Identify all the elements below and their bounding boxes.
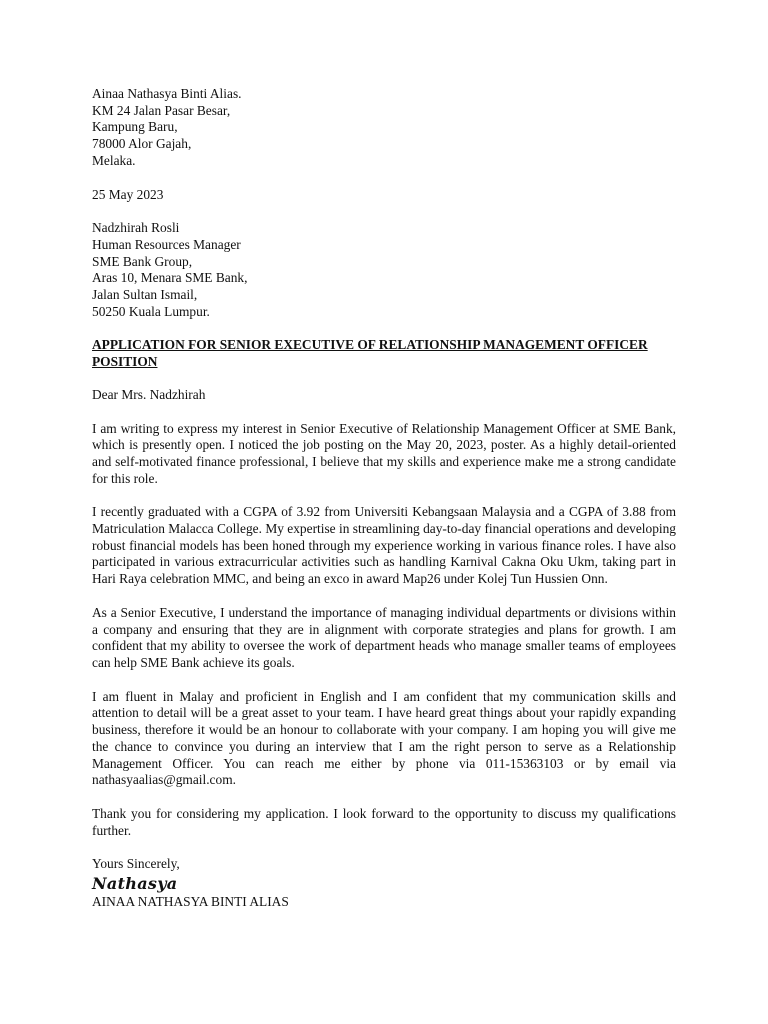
recipient-address-line: Aras 10, Menara SME Bank, <box>92 270 248 286</box>
recipient-address <box>92 220 676 320</box>
body-paragraph: Thank you for considering my application. I look forward to the opportunity to discuss my qualifications further. <box>92 805 676 838</box>
subject-heading: APPLICATION FOR SENIOR EXECUTIVE OF RELATIONSHIP MANAGEMENT OFFICER POSITION <box>92 337 648 370</box>
salutation: Dear Mrs. Nadzhirah <box>92 386 206 402</box>
sender-address-line: Melaka. <box>92 152 136 168</box>
sender-address-line: 78000 Alor Gajah, <box>92 136 192 152</box>
handwritten-signature: Nathasya <box>92 874 178 894</box>
letter-date <box>92 187 676 204</box>
recipient-address-line: Jalan Sultan Ismail, <box>92 287 198 303</box>
sender-address-line: KM 24 Jalan Pasar Besar, <box>92 102 231 118</box>
sender-address <box>92 86 676 170</box>
recipient-title: Human Resources Manager <box>92 236 241 252</box>
body-paragraph: I am writing to express my interest in Senior Executive of Relationship Management Officer at SME Bank, which is presently open. I noticed the job posting on the May 20, 2023, poster. As a highly detail-oriented and self-motivated finance professional, I believe that my skills and experience make me a strong candidate for this role. <box>92 420 676 486</box>
signature-block <box>92 856 676 910</box>
signed-name: AINAA NATHASYA BINTI ALIAS <box>92 894 289 910</box>
cover-letter <box>92 86 676 911</box>
recipient-name: Nadzhirah Rosli <box>92 220 180 236</box>
body-paragraph: I recently graduated with a CGPA of 3.92 from Universiti Kebangsaan Malaysia and a CGPA of 3.88 from Matriculation Malacca College. My expertise in streamlining day-to-day financial operations and developing robust financial models has been honed through my experience working in various finance roles. I have also participated in various extracurricular activities such as handling Karnival Cakna Oku Ukm, taking part in Hari Raya celebration MMC, and being an exco in award Map26 under Kolej Tun Hussien Onn. <box>92 504 676 587</box>
recipient-address-line: SME Bank Group, <box>92 253 193 269</box>
body-paragraph: As a Senior Executive, I understand the importance of managing individual departments or divisions within a company and ensuring that they are in alignment with corporate strategies and plans for growth. I am confident that my ability to oversee the work of department heads who manage smaller teams of employees can help SME Bank achieve its goals. <box>92 604 676 670</box>
sender-name: Ainaa Nathasya Binti Alias. <box>92 86 242 101</box>
body-paragraph: I am fluent in Malay and proficient in English and I am confident that my communication skills and attention to detail will be a great asset to your team. I have heard great things about your rapidly expanding business, therefore it would be an honour to collaborate with your company. I am hoping you will give me the chance to convince you during an interview that I am the right person to serve as a Relationship Management Officer. You can reach me either by phone via 011-15363103 or by email via nathasyaalias@gmail.com. <box>92 688 676 788</box>
sender-address-line: Kampung Baru, <box>92 119 178 135</box>
recipient-address-line: 50250 Kuala Lumpur. <box>92 303 210 319</box>
closing-text: Yours Sincerely, <box>92 856 180 872</box>
date-text: 25 May 2023 <box>92 186 164 202</box>
